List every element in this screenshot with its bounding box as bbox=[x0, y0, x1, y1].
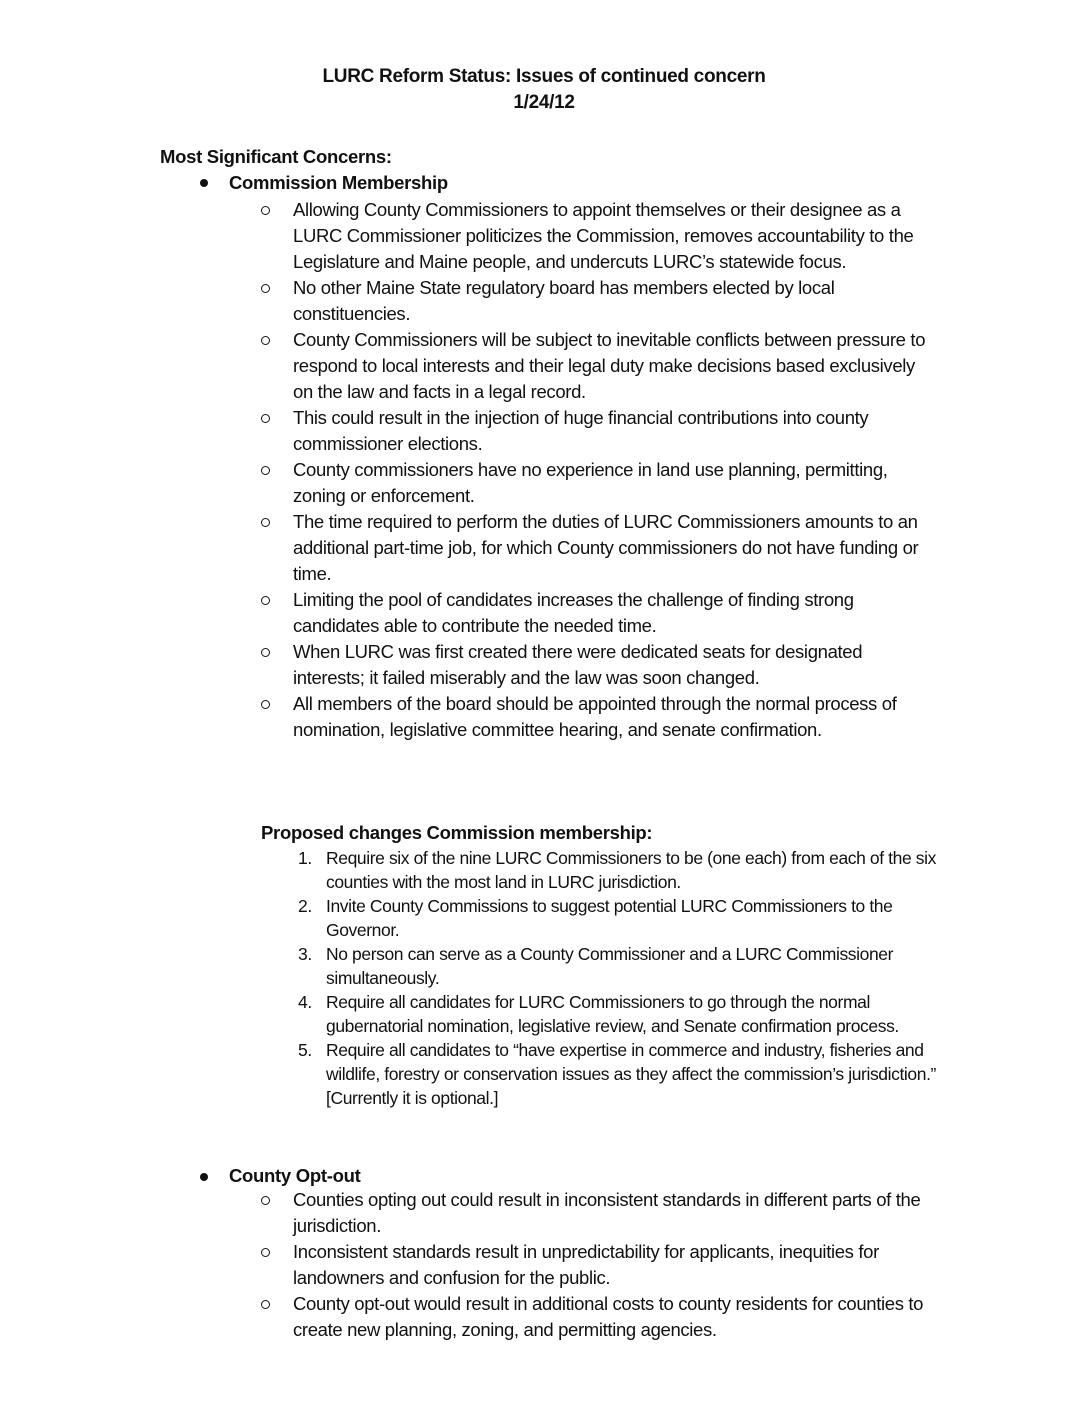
section-commission-membership-heading: Commission Membership bbox=[229, 172, 448, 193]
circle-bullet-icon bbox=[261, 518, 270, 527]
list-item: This could result in the injection of huge financial contributions into county commissioner elections. bbox=[257, 405, 937, 457]
circle-bullet-icon bbox=[261, 466, 270, 475]
county-opt-out-points bbox=[257, 1187, 937, 1343]
circle-bullet-icon bbox=[261, 336, 270, 345]
document-date: 1/24/12 bbox=[513, 92, 575, 113]
bullet-icon bbox=[200, 1173, 208, 1181]
proposed-changes-list bbox=[298, 846, 938, 1110]
list-item: County commissioners have no experience in land use planning, permitting, zoning or enforcement. bbox=[257, 457, 937, 509]
document-title: LURC Reform Status: Issues of continued concern bbox=[322, 66, 766, 87]
circle-bullet-icon bbox=[261, 700, 270, 709]
circle-bullet-icon bbox=[261, 1300, 270, 1309]
list-item: Counties opting out could result in inconsistent standards in different parts of the jurisdiction. bbox=[257, 1187, 937, 1239]
commission-membership-points bbox=[257, 197, 937, 743]
section-county-opt-out-heading: County Opt-out bbox=[229, 1165, 361, 1186]
circle-bullet-icon bbox=[261, 414, 270, 423]
circle-bullet-icon bbox=[261, 1196, 270, 1205]
list-item: All members of the board should be appointed through the normal process of nomination, legislative committee hearing, and senate confirmation. bbox=[257, 691, 937, 743]
circle-bullet-icon bbox=[261, 206, 270, 215]
list-item: Inconsistent standards result in unpredictability for applicants, inequities for landowners and confusion for the public. bbox=[257, 1239, 937, 1291]
circle-bullet-icon bbox=[261, 596, 270, 605]
list-item: No other Maine State regulatory board has members elected by local constituencies. bbox=[257, 275, 937, 327]
bullet-icon bbox=[200, 179, 208, 187]
list-item: Allowing County Commissioners to appoint themselves or their designee as a LURC Commissioner politicizes the Commission, removes accountability to the Legislature and Maine people, and undercuts LURC’s statewide focus. bbox=[257, 197, 937, 275]
numbered-item: 1. Require six of the nine LURC Commissioners to be (one each) from each of the six counties with the most land in LURC jurisdiction. bbox=[298, 848, 936, 892]
numbered-item: 5. Require all candidates to “have expertise in commerce and industry, fisheries and wildlife, forestry or conservation issues as they affect the commission’s jurisdiction.” [Currently it is optional.] bbox=[298, 1040, 936, 1108]
numbered-item: 2. Invite County Commissions to suggest potential LURC Commissioners to the Governor. bbox=[298, 896, 893, 940]
list-item: The time required to perform the duties of LURC Commissioners amounts to an additional part-time job, for which County commissioners do not have funding or time. bbox=[257, 509, 937, 587]
numbered-item: 3. No person can serve as a County Commissioner and a LURC Commissioner simultaneously. bbox=[298, 944, 894, 988]
circle-bullet-icon bbox=[261, 284, 270, 293]
proposed-changes-heading: Proposed changes Commission membership: bbox=[261, 822, 653, 843]
list-item: County opt-out would result in additional costs to county residents for counties to create new planning, zoning, and permitting agencies. bbox=[257, 1291, 937, 1343]
section-heading: Most Significant Concerns: bbox=[160, 146, 392, 167]
list-item: When LURC was first created there were dedicated seats for designated interests; it failed miserably and the law was soon changed. bbox=[257, 639, 937, 691]
numbered-item: 4. Require all candidates for LURC Commissioners to go through the normal gubernatorial nomination, legislative review, and Senate confirmation process. bbox=[298, 992, 899, 1036]
circle-bullet-icon bbox=[261, 1248, 270, 1257]
circle-bullet-icon bbox=[261, 648, 270, 657]
list-item: Limiting the pool of candidates increases the challenge of finding strong candidates able to contribute the needed time. bbox=[257, 587, 937, 639]
list-item: County Commissioners will be subject to inevitable conflicts between pressure to respond to local interests and their legal duty make decisions based exclusively on the law and facts in a legal record. bbox=[257, 327, 937, 405]
